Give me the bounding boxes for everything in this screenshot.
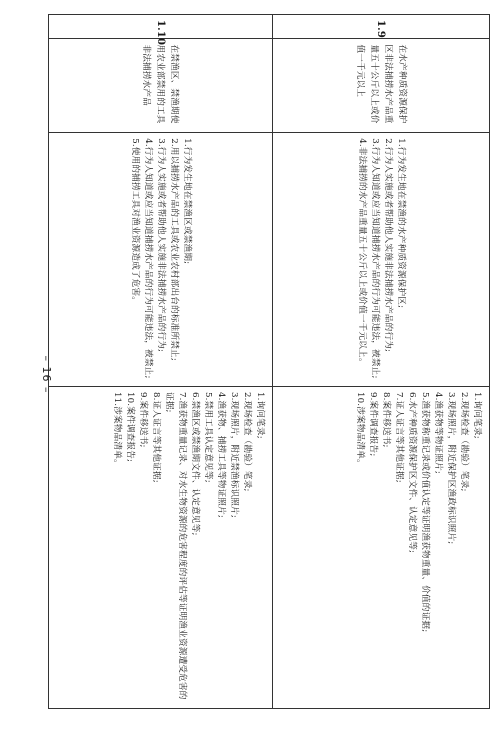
condition-item: 3.行为人实施或者帮助他人实施非法捕捞水产品的行为; [156,138,166,353]
row-number-cell [273,15,490,39]
evidence-item: 3.现场照片，附近保护区渔政标识照片; [446,391,456,545]
conditions-list [355,138,407,381]
evidence-item: 8.案件移送书; [381,391,391,448]
evidence-item: 7.证人证言等其他证据; [394,391,404,483]
evidence-item: 5.渔获物称重记录或价值认定等证明渔获物重量、价值的证据; [420,391,430,633]
evidence-item: 4.渔获物、捕捞工具等物证照片; [216,391,226,518]
evidence-item: 6.水产种质资源保护区文件、认定意见等; [407,391,417,554]
evidence-item: 4.渔获物等物证照片; [433,391,443,474]
evidence-item: 1.询问笔录; [472,391,482,439]
row-number: 1.10 [155,20,166,46]
evidence-item: 5.禁用工具认定意见等; [203,391,213,483]
table-row [273,15,490,709]
evidence-item: 11.涉案物品清单。 [112,391,122,468]
case-criteria-table [48,14,490,709]
case-type-cell [49,39,273,133]
evidence-list [110,392,266,703]
row-number-cell [49,15,273,46]
case-type-cell [273,39,490,133]
evidence-item: 8.证人证言等其他证据; [151,391,161,483]
condition-item: 1.行为发生地在禁渔区或禁渔期; [182,138,192,265]
condition-item: 5.使用的捕捞工具对渔业资源造成了危害。 [130,138,140,306]
evidence-item: 6.禁渔区或禁渔期文件、认定意见等; [190,391,200,536]
conditions-cell [49,133,273,387]
evidence-item: 10.案件调查报告; [125,391,135,463]
condition-item: 1.行为发生地在禁渔的水产种质资源保护区; [396,138,406,309]
case-type-text: 在水产种质资源保护区非法捕捞水产品重量五十公斤以上或价值一千元以上 [355,44,407,124]
evidence-item: 10.涉案物品清单。 [355,391,365,468]
page-number: – 16 – [40,355,53,394]
condition-item: 2.行为人实施或者帮助他人实施非法捕捞水产品的行为; [383,138,393,353]
evidence-item: 2.现场检查（勘验）笔录; [459,391,469,492]
evidence-item: 1.询问笔录; [255,391,265,439]
condition-item: 3.行为人知道或应当知道捕捞水产品的行为可能违法，被禁止; [370,138,380,379]
evidence-item: 3.现场照片，附近禁渔标识照片; [229,391,239,518]
evidence-item: 7.渔获物重量记录、对水生物资源的危害程度的评估等证明渔业资源遭受危害的证据; [164,391,187,700]
condition-item: 4.行为人知道或应当知道捕捞水产品的行为可能违法，被禁止; [143,138,153,379]
evidence-cell [273,386,490,708]
table-row [49,15,273,709]
evidence-item: 2.现场检查（勘验）笔录; [242,391,252,492]
conditions-cell [273,133,490,387]
condition-item: 4.非法捕捞的水产品重量五十公斤以上或价值一千元以上。 [357,138,367,367]
evidence-cell [49,386,273,708]
evidence-list [353,392,483,703]
evidence-item: 9.案件调查报告; [368,391,378,457]
case-type-text: 在禁渔区、禁渔期使用农业部禁用的工具非法捕捞水产品 [141,44,180,124]
row-number: 1.9 [375,20,387,38]
evidence-item: 9.案件移送书; [138,391,148,448]
condition-item: 2.用以捕捞水产品的工具或农业农村部出台的标准所禁止; [169,138,179,361]
conditions-list [128,138,193,381]
